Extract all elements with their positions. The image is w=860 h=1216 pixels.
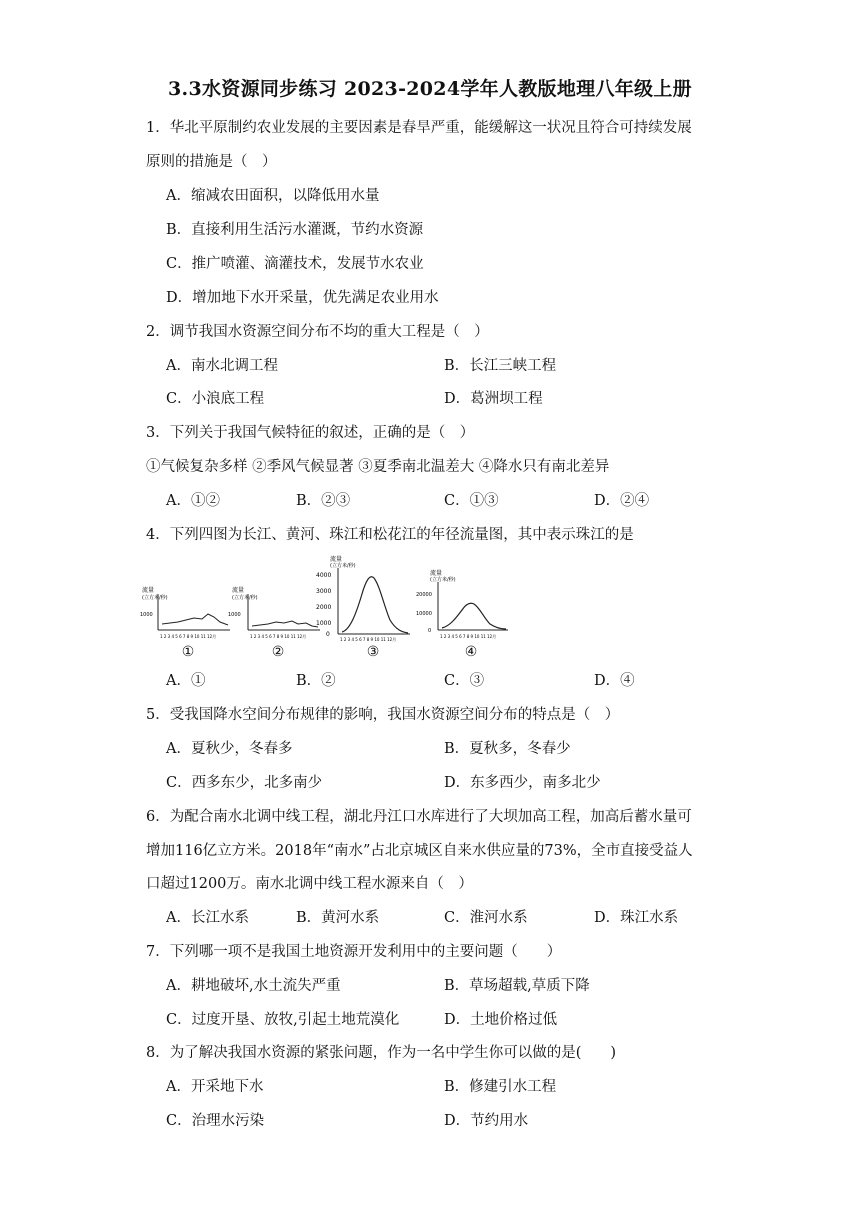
fig3-ylabel: 流量 — [330, 556, 343, 563]
runoff-chart-4 — [416, 568, 511, 640]
runoff-figures — [140, 548, 560, 668]
fig4-ytick-10000: 10000 — [416, 611, 432, 617]
fig4-ylabel: 流量 — [430, 570, 443, 577]
runoff-chart-2 — [228, 584, 323, 642]
question-7-option-a[interactable]: A．耕地破坏,水土流失严重 — [166, 978, 341, 994]
svg-text:1 2 3 4 5 6 7 8 9 10 11 12月: 1 2 3 4 5 6 7 8 9 10 11 12月 — [340, 637, 397, 642]
question-4-option-a[interactable]: A．① — [166, 673, 206, 689]
svg-text:1 2 3 4 5 6 7 8 9 10 11 12月: 1 2 3 4 5 6 7 8 9 10 11 12月 — [250, 634, 307, 639]
question-5-option-a[interactable]: A．夏秋少，冬春多 — [166, 741, 293, 757]
fig3-ytick-2000: 2000 — [316, 604, 332, 611]
question-5-option-c[interactable]: C．西多东少，北多南少 — [166, 775, 323, 791]
question-6-option-b[interactable]: B．黄河水系 — [296, 910, 380, 926]
question-5-option-b[interactable]: B．夏秋多，冬春少 — [444, 741, 571, 757]
question-2-option-c[interactable]: C．小浪底工程 — [166, 391, 265, 407]
question-3-option-a[interactable]: A．①② — [166, 493, 220, 509]
question-2-option-d[interactable]: D．葛洲坝工程 — [444, 391, 543, 407]
question-7-option-b[interactable]: B．草场超载,草质下降 — [444, 978, 590, 994]
question-8-option-c[interactable]: C．治理水污染 — [166, 1113, 265, 1129]
question-3-option-d[interactable]: D．②④ — [594, 493, 650, 509]
question-2-option-b[interactable]: B．长江三峡工程 — [444, 358, 557, 374]
question-3-stem-line-2: ①气候复杂多样 ②季风气候显著 ③夏季南北温差大 ④降水只有南北差异 — [146, 459, 610, 475]
question-1-stem-line-1: 1．华北平原制约农业发展的主要因素是春旱严重，能缓解这一状况且符合可持续发展 — [146, 120, 692, 136]
question-6-option-d[interactable]: D．珠江水系 — [594, 910, 679, 926]
question-1-stem-line-2: 原则的措施是（ ） — [146, 154, 277, 170]
svg-text:1 2 3 4 5 6 7 8 9 10 11 12月: 1 2 3 4 5 6 7 8 9 10 11 12月 — [440, 634, 497, 639]
figure-label-1: ① — [181, 644, 195, 660]
fig2-ytick: 1000 — [228, 612, 241, 618]
question-5-stem: 5．受我国降水空间分布规律的影响，我国水资源空间分布的特点是（ ） — [146, 707, 620, 723]
fig3-ytick-4000: 4000 — [316, 572, 332, 579]
question-1-option-a[interactable]: A．缩减农田面积，以降低用水量 — [166, 188, 380, 204]
question-7-option-c[interactable]: C．过度开垦、放牧,引起土地荒漠化 — [166, 1012, 400, 1028]
question-8-stem: 8．为了解决我国水资源的紧张问题，作为一名中学生你可以做的是( ) — [146, 1045, 617, 1061]
fig1-ytick: 1000 — [140, 612, 153, 618]
question-3-option-c[interactable]: C．①③ — [444, 493, 499, 509]
fig4-yunit: (立方米/秒) — [430, 577, 456, 583]
question-3-option-b[interactable]: B．②③ — [296, 493, 351, 509]
question-8-option-a[interactable]: A．开采地下水 — [166, 1079, 264, 1095]
figure-label-3: ③ — [366, 644, 380, 660]
question-2-option-a[interactable]: A．南水北调工程 — [166, 358, 278, 374]
figure-label-2: ② — [271, 644, 285, 660]
fig3-ytick-3000: 3000 — [316, 588, 332, 595]
question-4-option-d[interactable]: D．④ — [594, 673, 635, 689]
question-5-option-d[interactable]: D．东多西少，南多北少 — [444, 775, 601, 791]
fig1-ylabel: 流量 — [142, 587, 155, 594]
question-3-stem-line-1: 3．下列关于我国气候特征的叙述，正确的是（ ） — [146, 425, 475, 441]
question-6-stem-line-3: 口超过1200万。南水北调中线工程水源来自（ ） — [146, 876, 473, 892]
fig2-yunit: (立方米/秒) — [232, 595, 258, 601]
page-title: 3.3水资源同步练习 2023-2024学年人教版地理八年级上册 — [168, 78, 692, 100]
question-6-option-c[interactable]: C．淮河水系 — [444, 910, 528, 926]
question-6-stem-line-1: 6．为配合南水北调中线工程，湖北丹江口水库进行了大坝加高工程，加高后蓄水量可 — [146, 809, 692, 825]
question-1-option-b[interactable]: B．直接利用生活污水灌溉，节约水资源 — [166, 222, 424, 238]
question-6-stem-line-2: 增加116亿立方米。2018年“南水”占北京城区自来水供应量的73%，全市直接受益人 — [146, 843, 693, 859]
question-2-stem: 2．调节我国水资源空间分布不均的重大工程是（ ） — [146, 324, 489, 340]
fig2-ylabel: 流量 — [232, 587, 245, 594]
question-4-option-c[interactable]: C．③ — [444, 673, 485, 689]
svg-text:1 2 3 4 5 6 7 8 9 10 11 12月: 1 2 3 4 5 6 7 8 9 10 11 12月 — [160, 634, 217, 639]
runoff-chart-1 — [140, 584, 235, 642]
question-4-option-b[interactable]: B．② — [296, 673, 336, 689]
question-7-option-d[interactable]: D．土地价格过低 — [444, 1012, 558, 1028]
question-6-option-a[interactable]: A．长江水系 — [166, 910, 249, 926]
question-7-stem: 7．下列哪一项不是我国土地资源开发利用中的主要问题（ ） — [146, 944, 562, 960]
fig1-yunit: (立方米/秒) — [142, 595, 168, 601]
figure-label-4: ④ — [464, 644, 478, 660]
fig3-ytick-1000: 1000 — [316, 620, 332, 627]
question-1-option-d[interactable]: D．增加地下水开采量，优先满足农业用水 — [166, 290, 439, 306]
runoff-chart-3 — [316, 554, 416, 642]
question-1-option-c[interactable]: C．推广喷灌、滴灌技术，发展节水农业 — [166, 256, 424, 272]
fig3-yunit: (立方米/秒) — [330, 563, 356, 569]
question-8-option-d[interactable]: D．节约用水 — [444, 1113, 529, 1129]
fig4-ytick-20000: 20000 — [416, 592, 432, 598]
question-8-option-b[interactable]: B．修建引水工程 — [444, 1079, 557, 1095]
fig4-ytick-0: 0 — [428, 628, 432, 634]
fig3-ytick-0: 0 — [326, 631, 330, 638]
question-4-stem: 4．下列四图为长江、黄河、珠江和松花江的年径流量图，其中表示珠江的是 — [146, 527, 634, 543]
